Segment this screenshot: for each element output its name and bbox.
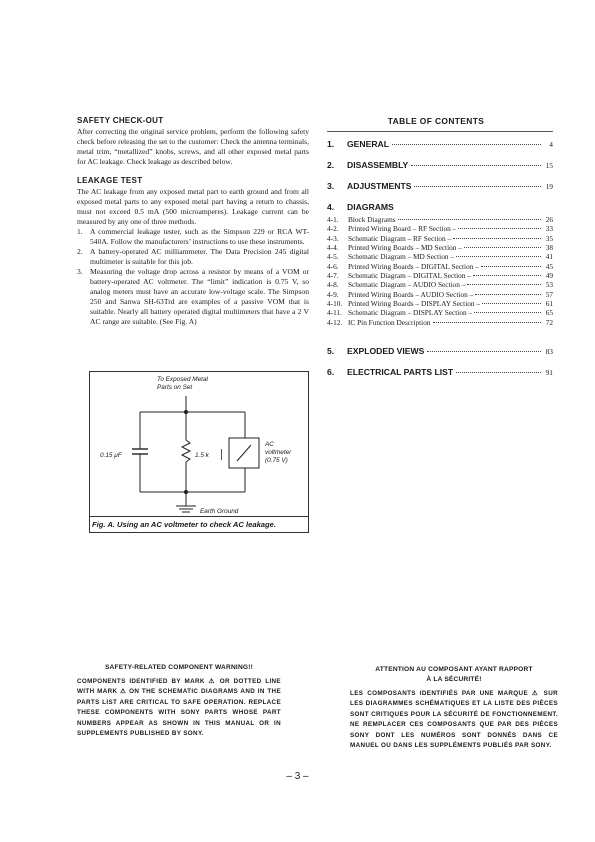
toc-sub-entry[interactable]: 4-3. Schematic Diagram – RF Section – 35 [327,233,553,243]
leakage-method-item: 3. Measuring the voltage drop across a resistor by means of a VOM or battery-operated AC voltmeter. The “limit” indication is 0.75 V, so analog meters must have an accurate low-voltage scale. The Simpson 250 and Sanwa SH-63Trd are examples of a passive VOM that is suitable. Nearly all battery operated digital multimeters that have a 2 V AC range are suitable. (See Fig. A) [77,267,309,326]
toc-heading: TABLE OF CONTENTS [387,116,485,126]
safety-warning-french [350,665,558,751]
toc-entry-disassembly[interactable]: 2. DISASSEMBLY 15 [327,160,553,170]
figure-caption-rule [90,516,308,517]
toc-sub-entry[interactable]: 4-8. Schematic Diagram – AUDIO Section – 53 [327,280,553,290]
leakage-methods-list [77,227,309,327]
safety-warning-english [77,664,281,739]
capacitor-label: 0.15 μF [100,452,122,459]
toc-sub-entry[interactable]: 4-12. IC Pin Function Description 72 [327,317,553,327]
toc-sub-entry[interactable]: 4-6. Printed Wiring Boards – DIGITAL Section – 45 [327,261,553,271]
toc-sub-entry[interactable]: 4-11. Schematic Diagram – DISPLAY Section – 65 [327,308,553,318]
safety-checkout-heading: SAFETY CHECK-OUT [77,116,164,125]
toc-sub-entry[interactable]: 4-4. Printed Wiring Boards – MD Section – 38 [327,243,553,253]
safety-warning-text: COMPONENTS IDENTIFIED BY MARK ⚠ OR DOTTED LINE WITH MARK ⚠ ON THE SCHEMATIC DIAGRAMS AND IN THE PARTS LIST ARE CRITICAL TO SAFE OPERATION. REPLACE THESE COMPONENTS WITH SONY PARTS WHOSE PART NUMBERS APPEAR AS SHOWN IN THIS MANUAL OR IN SUPPLEMENTS PUBLISHED BY SONY. [77,678,281,738]
page-number: – 3 – [286,771,309,782]
toc-entry-adjustments[interactable]: 3. ADJUSTMENTS 19 [327,181,553,191]
leakage-test-heading: LEAKAGE TEST [77,176,143,185]
toc-sub-entry[interactable]: 4-10. Printed Wiring Boards – DISPLAY Section – 61 [327,299,553,309]
safety-warning-title: SAFETY-RELATED COMPONENT WARNING!! [104,664,254,671]
toc-sub-entry[interactable]: 4-7. Schematic Diagram – DIGITAL Section – 49 [327,271,553,281]
safety-checkout-text: After correcting the original service problem, perform the following safety check before releasing the set to the customer: Check the antenna terminals, metal trim, “metallized” knobs, screws, and all other exposed metal parts for AC leakage. Check leakage as described below. [77,127,309,166]
figure-caption: Fig. A. Using an AC voltmeter to check AC leakage. [92,520,276,529]
toc-sub-entry[interactable]: 4-2. Printed Wiring Board – RF Section – 33 [327,224,553,234]
leakage-method-item: 2. A battery-operated AC milliammeter. The Data Precision 245 digital multimeter is suitable for this job. [77,247,309,266]
toc-sub-entry[interactable]: 4-1. Block Diagrams 26 [327,215,553,224]
earth-ground-label: Earth Ground [200,508,239,515]
resistor-label: 1.5 k [195,452,209,459]
toc-sub-entry[interactable]: 4-5. Schematic Diagram – MD Section – 41 [327,252,553,262]
safety-warning-french-title: ATTENTION AU COMPOSANT AYANT RAPPORT À LA SÉCURITÉ! [375,666,533,683]
resistor-label-bar [221,449,222,460]
toc-entry-general[interactable]: 1. GENERAL 4 [327,139,553,149]
toc-top-rule [327,131,553,132]
toc-diagrams-sublist [327,215,553,327]
safety-warning-french-text: LES COMPOSANTS IDENTIFIÉS PAR UNE MARQUE ⚠ SUR LES DIAGRAMMES SCHÉMATIQUES ET LA LISTE DES PIÈCES SONT CRITIQUES POUR LA SÉCURITÉ DE FONCTIONNEMENT. NE REMPLACER CES COMPOSANTS QUE PAR DES PIÈCES SONY DONT LES NUMÉROS SONT DONNÉS DANS CE MANUEL OU DANS LES SUPPLÉMENTS PUBLIÉS PAR SONY. [350,690,558,750]
leakage-test-text: The AC leakage from any exposed metal part to earth ground and from all exposed metal parts to any exposed metal part having a return to chassis, must not exceed 0.5 mA (500 microamperes). Leakage current can be measured by any one of three methods. [77,187,309,226]
toc-entry-exploded-views[interactable]: 5. EXPLODED VIEWS 83 [327,346,553,356]
toc-sub-entry[interactable]: 4-9. Printed Wiring Boards – AUDIO Section – 57 [327,289,553,299]
exposed-metal-label: To Exposed Metal Parts on Set [157,376,208,391]
figure-a-box [89,371,309,533]
voltmeter-label: AC voltmeter (0.75 V) [265,441,292,464]
toc-entry-electrical-parts-list[interactable]: 6. ELECTRICAL PARTS LIST 91 [327,367,553,377]
toc-entry-diagrams[interactable]: 4. DIAGRAMS [327,202,394,212]
left-column [77,116,309,327]
leakage-method-item: 1. A commercial leakage tester, such as the Simpson 229 or RCA WT-540A. Follow the manufacturers’ instructions to use these instruments. [77,227,309,246]
